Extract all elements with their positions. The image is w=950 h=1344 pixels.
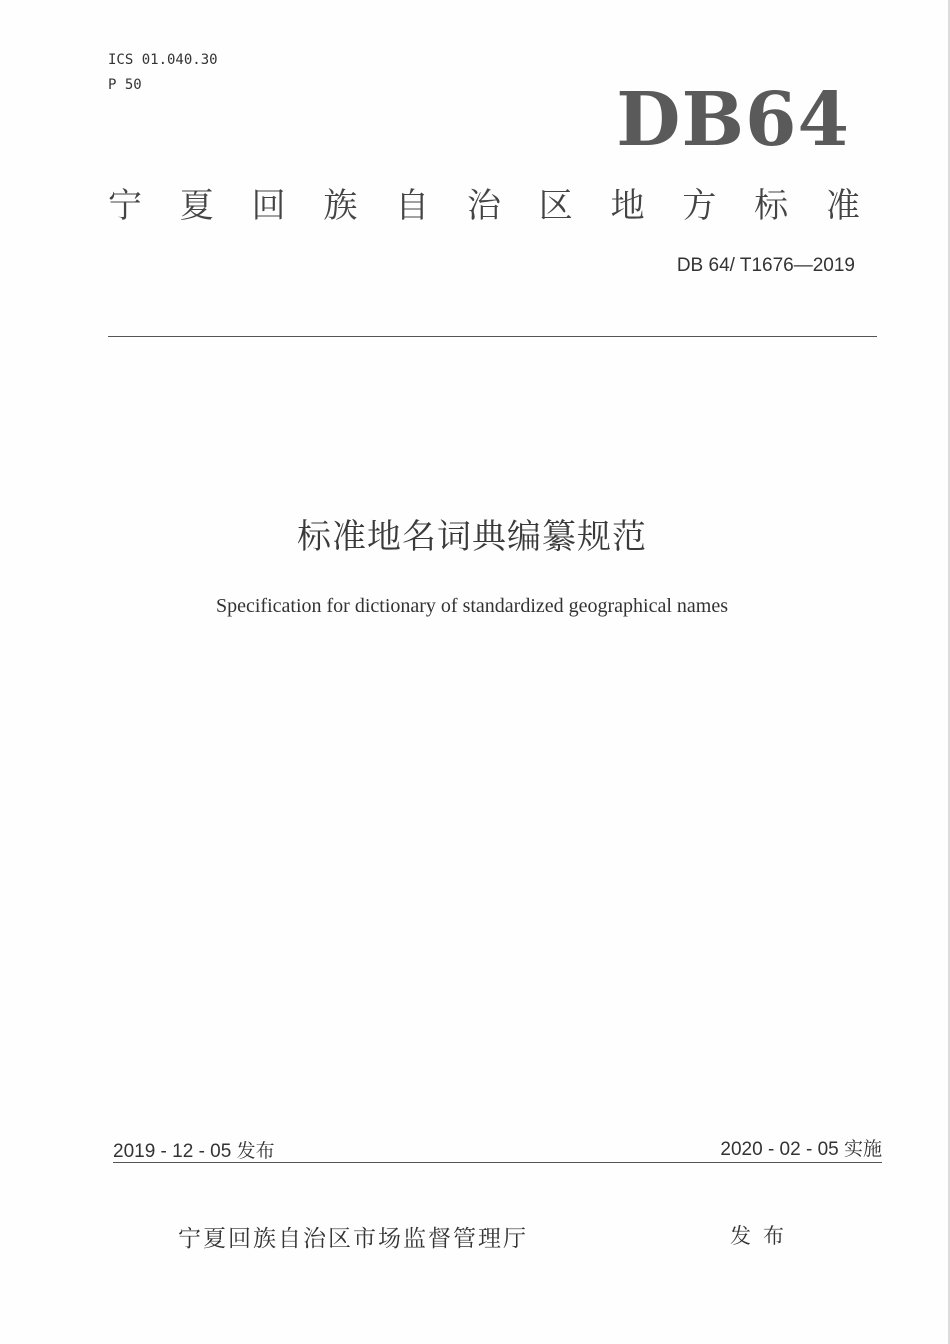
ics-code: ICS 01.040.30 (108, 52, 218, 68)
release-date: 2019 - 12 - 05 发布 (113, 1141, 275, 1162)
standard-type-char: 夏 (179, 186, 214, 226)
standard-type-char: 标 (754, 186, 789, 226)
db-logo: DB64 (616, 77, 850, 163)
top-divider (108, 336, 877, 337)
standard-type-char: 自 (395, 186, 430, 226)
standard-type-char: 区 (538, 186, 573, 226)
implementation-date: 2020 - 02 - 05 实施 (720, 1139, 882, 1160)
standard-type-char: 宁 (108, 186, 142, 226)
publish-label: 发布 (730, 1224, 796, 1248)
standard-type-char: 方 (682, 186, 717, 226)
standard-type-char: 回 (251, 186, 286, 226)
standard-number: DB 64/ T1676—2019 (676, 255, 855, 276)
title-english: Specification for dictionary of standardized geographical names (215, 595, 729, 617)
ics-block (108, 48, 218, 98)
issuing-authority: 宁夏回族自治区市场监督管理厅 (178, 1226, 528, 1252)
classification-code: P 50 (108, 77, 142, 93)
standard-type-heading (108, 184, 860, 228)
standard-type-char: 族 (323, 186, 358, 226)
title-chinese: 标准地名词典编纂规范 (297, 517, 647, 557)
standard-type-char: 治 (466, 186, 501, 226)
bottom-divider (113, 1162, 882, 1163)
standard-type-char: 地 (610, 186, 645, 226)
standard-type-char: 准 (825, 186, 860, 226)
